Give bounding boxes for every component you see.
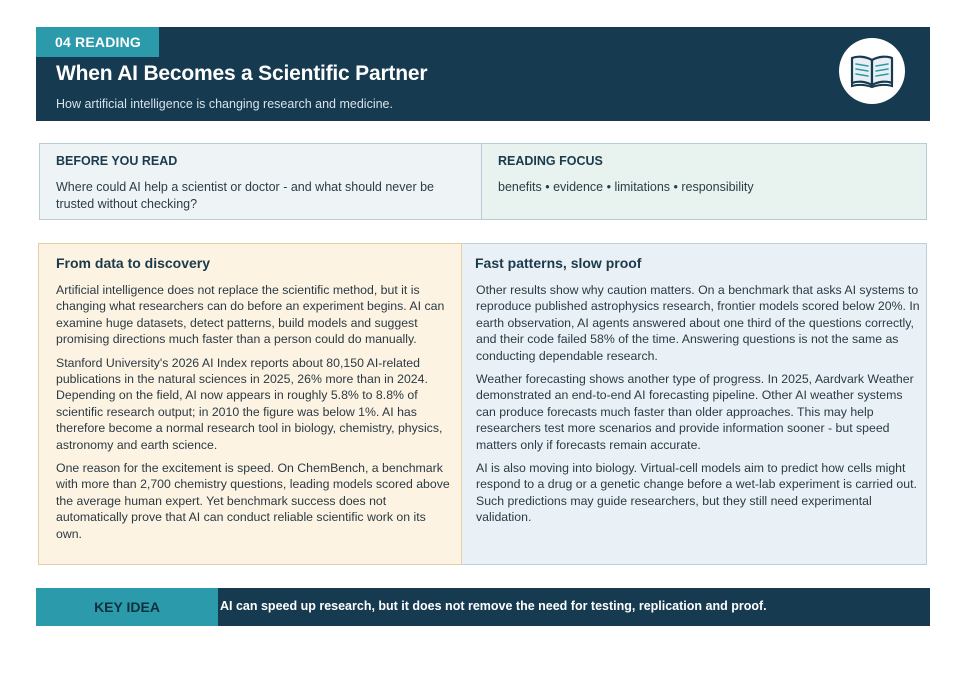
left-column-title: From data to discovery [56, 255, 211, 271]
right-article-column [462, 243, 927, 565]
paragraph: AI is also moving into biology. Virtual-cell models aim to predict how cells might respond to a drug or a genetic change before a wet-lab experiment is carried out. Such predictions may guide researchers, but they still need experimental validation. [476, 461, 917, 525]
key-idea-bar [36, 588, 930, 626]
reading-header [36, 27, 930, 121]
paragraph: Other results show why caution matters. On a benchmark that asks AI systems to reproduce published astrophysics research, frontier models scored below 20%. In earth observation, AI agents answered about one third of the questions correctly, and their code failed 58% of the time. Answering questions is not the same as conducting dependable research. [476, 283, 920, 363]
open-book-icon [849, 54, 895, 88]
right-column-title: Fast patterns, slow proof [475, 255, 642, 271]
paragraph: Weather forecasting shows another type of progress. In 2025, Aardvark Weather demonstrated an end-to-end AI forecasting pipeline. Other AI weather systems can produce forecasts much faster than older approaches. This may help researchers test more scenarios and provide information sooner - but speed matters only if forecasts remain accurate. [476, 372, 914, 452]
paragraph: Stanford University's 2026 AI Index reports about 80,150 AI-related publications in the natural sciences in 2025, 26% more than in 2024. Depending on the field, AI now appears in roughly 5.8% to 8.8% of scientific research output; in 2010 the figure was below 1%. AI has therefore become a normal research tool in biology, chemistry, physics, astronomy and earth science. [56, 355, 443, 452]
key-idea-text: AI can speed up research, but it does not remove the need for testing, replication and proof. [220, 599, 767, 613]
book-badge [839, 38, 905, 104]
before-you-read-text: Where could AI help a scientist or doctor - and what should never be trusted without checking? [56, 180, 434, 211]
page-subtitle: How artificial intelligence is changing research and medicine. [56, 97, 393, 111]
before-you-read-title: BEFORE YOU READ [56, 154, 178, 168]
left-article-column [38, 243, 462, 565]
section-tag: 04 READING [36, 27, 159, 57]
reading-focus-title: READING FOCUS [498, 154, 603, 168]
before-you-read-box [39, 143, 481, 220]
reading-focus-text: benefits • evidence • limitations • responsibility [498, 180, 754, 194]
key-idea-label: KEY IDEA [36, 588, 218, 626]
page-title: When AI Becomes a Scientific Partner [56, 62, 428, 85]
reading-focus-box [481, 143, 927, 220]
left-column-body [56, 282, 452, 549]
paragraph: Artificial intelligence does not replace the scientific method, but it is changing what researchers can do before an experiment begins. AI can examine huge datasets, detect patterns, build models and suggest promising directions much faster than a person could do manually. [56, 283, 445, 347]
right-column-body [476, 282, 924, 533]
paragraph: One reason for the excitement is speed. On ChemBench, a benchmark with more than 2,700 chemistry questions, leading models scored above the average human expert. Yet benchmark success does not automatically prove that AI can conduct reliable scientific work on its own. [56, 461, 450, 541]
